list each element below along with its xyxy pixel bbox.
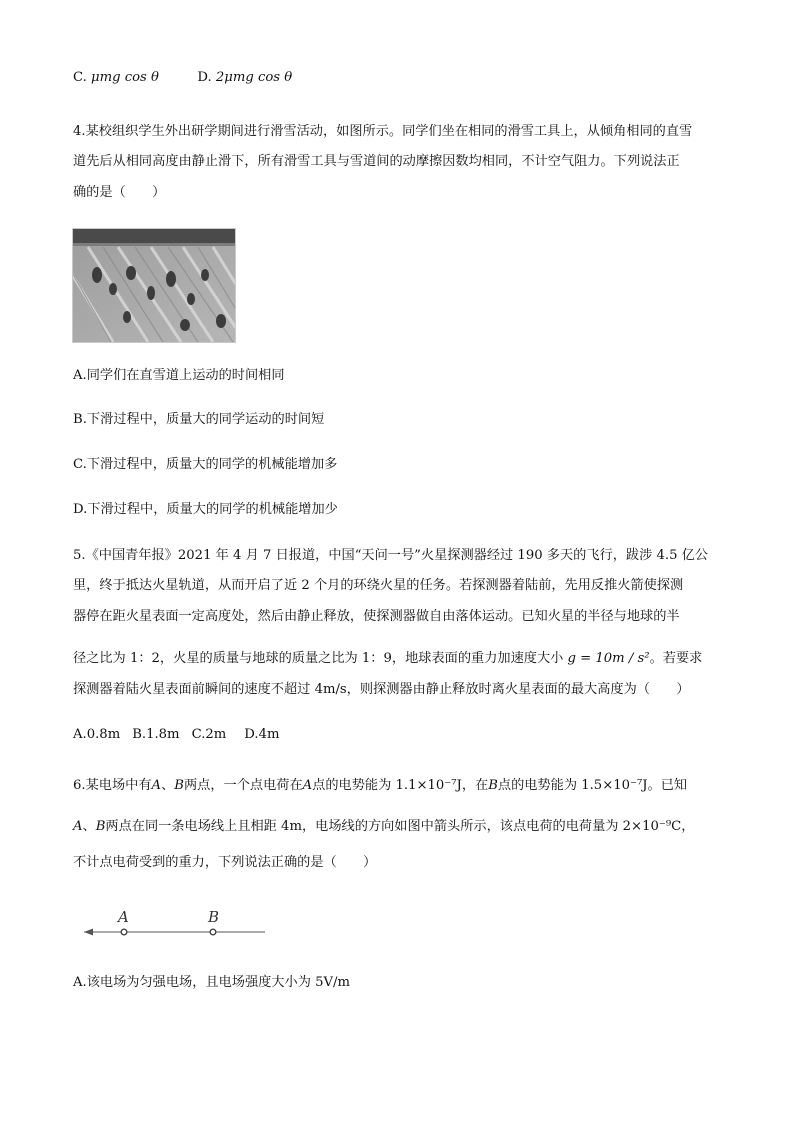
q6-line1-a: 6.某电场中有 <box>73 778 152 793</box>
q3-option-c-label: C. <box>73 70 87 85</box>
q5-stem-line-4-pre: 径之比为 1：2，火星的质量与地球的质量之比为 1：9，地球表面的重力加速度大小 <box>73 651 568 666</box>
point-a-dot <box>121 929 127 935</box>
ski-slope-photo <box>72 228 236 343</box>
q5-stem-line-4 <box>73 649 702 669</box>
q6-line1-e: 两点，一个点电荷在 <box>183 778 303 793</box>
q6-line1-point-b2: B <box>488 778 498 793</box>
q6-line1-i: 点的电势能为 1.5×10⁻⁷J。已知 <box>497 778 688 793</box>
q4-option-b: B.下滑过程中，质量大的同学运动的时间短 <box>73 412 325 427</box>
q6-line2-d: 两点在同一条电场线上且相距 4m，电场线的方向如图中箭头所示，该点电荷的电荷量为 2×10⁻⁹C， <box>105 819 695 834</box>
q5-stem-line-5: 探测器着陆火星表面前瞬间的速度不超过 4m/s，则探测器由静止释放时离火星表面的最大高度为（ ） <box>73 682 690 697</box>
point-b-dot <box>210 929 216 935</box>
q5-stem-line-4-post: 。若要求 <box>649 651 703 666</box>
q3-option-c-expr: μmg cos θ <box>91 70 159 85</box>
q6-line2-point-b: B <box>95 819 106 834</box>
q6-line2-point-a: A <box>73 819 83 834</box>
q6-line1-sep: 、 <box>161 778 175 793</box>
q5-gravity-expr: g = 10m / s² <box>567 651 650 666</box>
field-direction-arrow-icon <box>84 929 93 936</box>
q6-line1-point-a2: A <box>302 778 313 793</box>
ski-slope-photo-graphic <box>73 229 235 342</box>
q5-stem-line-3: 器停在距火星表面一定高度处，然后由静止释放，使探测器做自由落体运动。已知火星的半径与地球的半 <box>73 609 680 624</box>
q5-stem-line-1: 5.《中国青年报》2021 年 4 月 7 日报道，中国“天问一号”火星探测器经过 190 多天的飞行，跋涉 4.5 亿公 <box>73 548 709 563</box>
q3-option-d-expr: 2μmg cos θ <box>215 70 293 85</box>
q5-option-c: C.2m <box>191 727 227 742</box>
point-b-label: B <box>208 908 220 926</box>
q4-stem-line-1: 4.某校组织学生外出研学期间进行滑雪活动，如图所示。同学们坐在相同的滑雪工具上，从倾角相同的直雪 <box>73 124 693 139</box>
q5-options-row <box>73 725 280 745</box>
q6-line1-point-a: A <box>151 778 162 793</box>
q3-option-d-label: D. <box>197 70 212 85</box>
q5-option-a: A.0.8m <box>73 727 121 742</box>
field-line-graphic <box>78 900 278 945</box>
q4-stem-line-3: 确的是（ ） <box>73 185 166 200</box>
q5-option-b: B.1.8m <box>132 727 180 742</box>
q6-stem-line-2 <box>73 817 694 837</box>
q3-options-row <box>73 68 292 88</box>
q6-option-a: A.该电场为匀强电场，且电场强度大小为 5V/m <box>73 975 350 990</box>
q4-option-a: A.同学们在直雪道上运动的时间相同 <box>73 368 285 383</box>
q6-line1-point-b: B <box>174 778 184 793</box>
q4-option-c: C.下滑过程中，质量大的同学的机械能增加多 <box>73 457 338 472</box>
q6-line2-sep: 、 <box>82 819 96 834</box>
field-line-figure <box>78 900 278 945</box>
q5-stem-line-2: 里，终于抵达火星轨道，从而开启了近 2 个月的环绕火星的任务。若探测器着陆前，先用反推火箭使探测 <box>73 578 684 593</box>
q4-option-d: D.下滑过程中，质量大的同学的机械能增加少 <box>73 502 338 517</box>
q6-stem-line-1 <box>73 776 687 796</box>
q4-stem-line-2: 道先后从相同高度由静止滑下，所有滑雪工具与雪道间的动摩擦因数均相同，不计空气阻力。下列说法正 <box>73 154 680 169</box>
q6-stem-line-3: 不计点电荷受到的重力，下列说法正确的是（ ） <box>73 855 377 870</box>
point-a-label: A <box>118 908 129 926</box>
q5-option-d: D.4m <box>244 727 280 742</box>
q6-line1-g: 点的电势能为 1.1×10⁻⁷J，在 <box>312 778 489 793</box>
